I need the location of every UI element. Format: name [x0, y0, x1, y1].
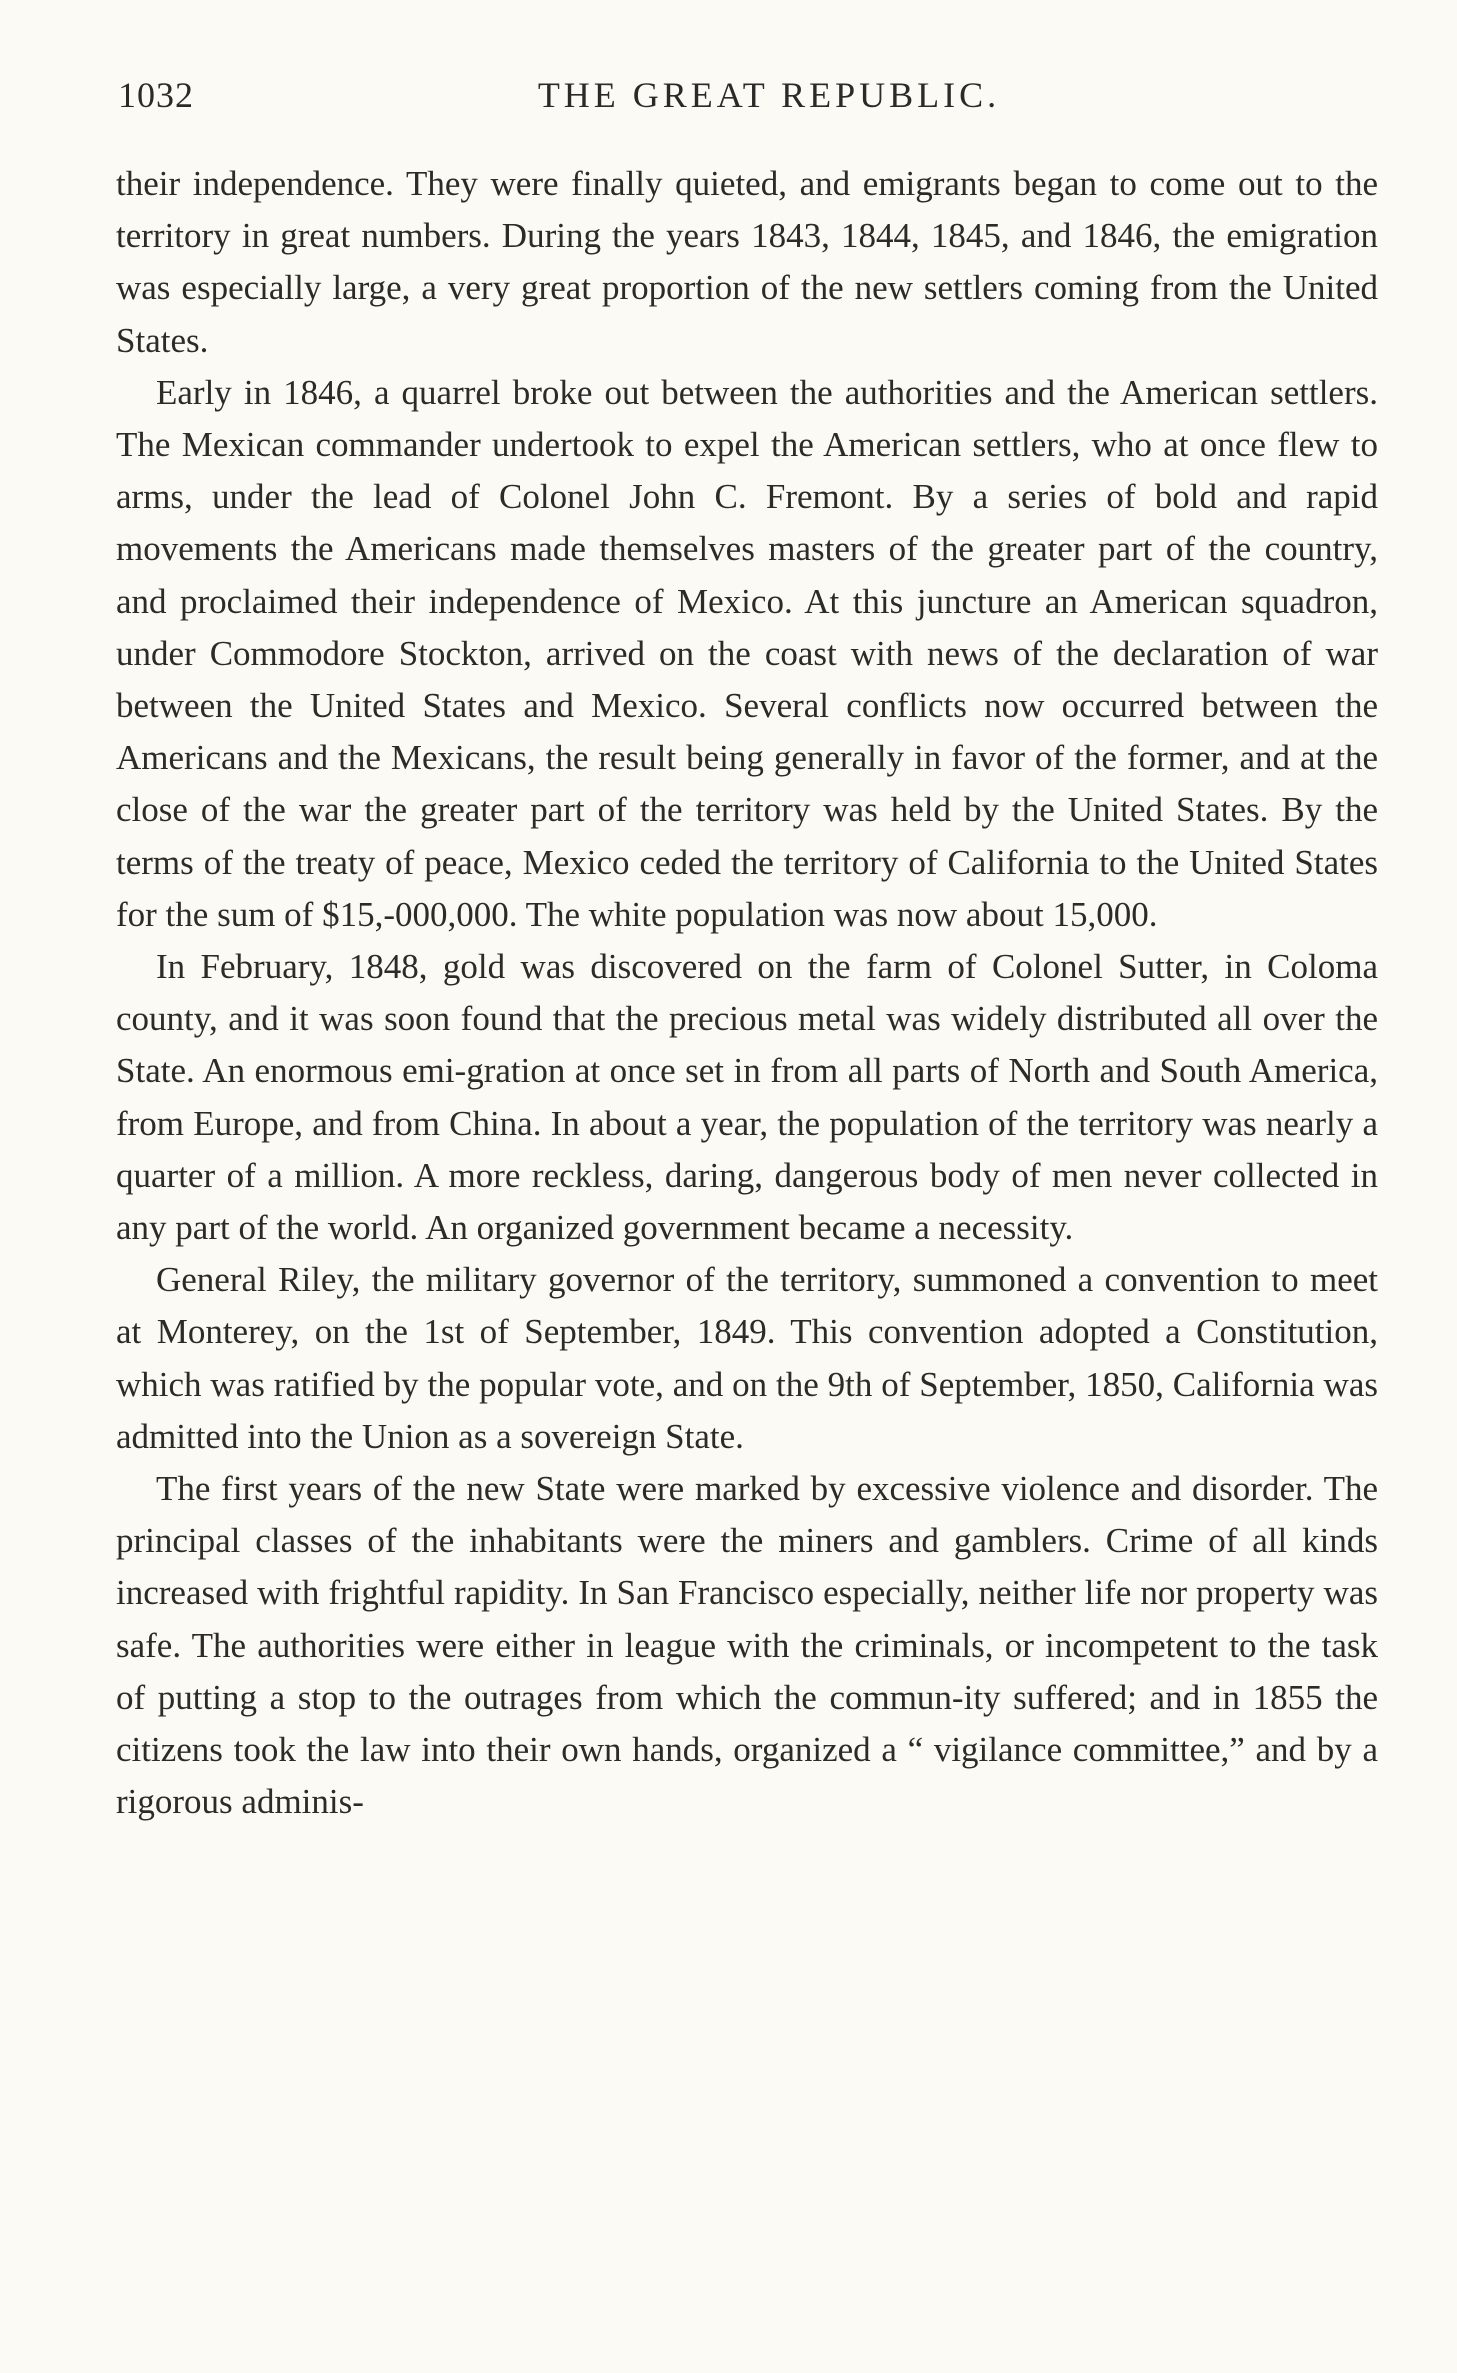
body-text: [116, 158, 1378, 1829]
book-title: THE GREAT REPUBLIC.: [537, 75, 1001, 115]
paragraph-gold-discovery: In February, 1848, gold was discovered on the farm of Colonel Sutter, in Coloma county, and it was soon found that the precious metal was widely distributed all over the State. An enormous emi-gration at once set in from all parts of North and South America, from Europe, and from China. In about a year, the population of the territory was nearly a quarter of a million. A more reckless, daring, dangerous body of men never collected in any part of the world. An organized government became a necessity.: [116, 947, 1378, 1248]
running-head: [118, 74, 1380, 124]
paragraph-vigilance-committee: The first years of the new State were marked by excessive violence and disorder. The principal classes of the inhabitants were the miners and gamblers. Crime of all kinds increased with frightful rapidity. In San Francisco especially, neither life nor property was safe. The authorities were either in league with the criminals, or incompetent to the task of putting a stop to the outrages from which the commun-ity suffered; and in 1855 the citizens took the law into their own hands, organized a “ vigilance committee,” and by a rigorous adminis-: [116, 1469, 1378, 1822]
paragraph-quarrel-1846: Early in 1846, a quarrel broke out between the authorities and the American settlers. The Mexican commander undertook to expel the American settlers, who at once flew to arms, under the lead of Colonel John C. Fremont. By a series of bold and rapid movements the Americans made themselves masters of the greater part of the country, and proclaimed their independence of Mexico. At this juncture an American squadron, under Commodore Stockton, arrived on the coast with news of the declaration of war between the United States and Mexico. Several conflicts now occurred between the Americans and the Mexicans, the result being generally in favor of the former, and at the close of the war the greater part of the territory was held by the United States. By the terms of the treaty of peace, Mexico ceded the territory of California to the United States for the sum of $15,-000,000. The white population was now about 15,000.: [116, 372, 1378, 934]
page-number: 1032: [118, 75, 194, 115]
paragraph-continued: their independence. They were finally quieted, and emigrants began to come out to the territory in great numbers. During the years 1843, 1844, 1845, and 1846, the emigration was especially large, a very great proportion of the new settlers coming from the United States.: [116, 164, 1378, 360]
paragraph-statehood: General Riley, the military governor of the territory, summoned a convention to meet at Monterey, on the 1st of September, 1849. This convention adopted a Constitution, which was ratified by the popular vote, and on the 9th of September, 1850, California was admitted into the Union as a sovereign State.: [116, 1260, 1378, 1456]
